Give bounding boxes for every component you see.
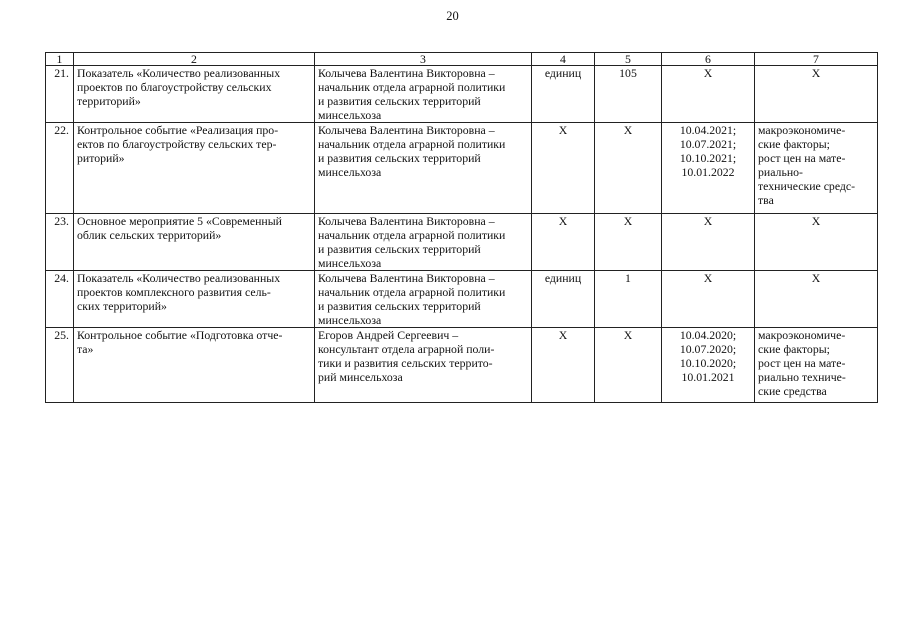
responsible-line: и развития сельских территорий — [318, 94, 481, 108]
factor-line: ские средства — [758, 384, 827, 398]
page-number: 20 — [446, 9, 459, 23]
date-line: X — [703, 66, 713, 80]
factor-line: рост цен на мате- — [758, 151, 846, 165]
item-name-cell — [74, 214, 315, 271]
factor-line: X — [811, 271, 821, 285]
factor-line: X — [811, 214, 821, 228]
dates-cell — [662, 271, 755, 328]
responsible-line: минсельхоза — [318, 313, 382, 327]
responsible-line: рий минсельхоза — [318, 370, 403, 384]
date-line: 10.04.2020; — [679, 328, 737, 342]
value-cell: X — [595, 214, 662, 271]
responsible-line: начальник отдела аграрной политики — [318, 228, 506, 242]
date-line: 10.07.2021; — [679, 137, 737, 151]
responsible-line: и развития сельских территорий — [318, 299, 481, 313]
value-cell: 1 — [595, 271, 662, 328]
item-name-line: Показатель «Количество реализованных — [77, 66, 281, 80]
date-line: 10.04.2021; — [679, 123, 737, 137]
header-cell: 6 — [662, 53, 755, 66]
responsible-line: Егоров Андрей Сергеевич – — [318, 328, 459, 342]
responsible-cell — [315, 214, 532, 271]
date-line: 10.07.2020; — [679, 342, 737, 356]
factor-line: риально техниче- — [758, 370, 846, 384]
table-row — [46, 328, 878, 403]
item-name-cell — [74, 66, 315, 123]
factors-cell — [755, 66, 878, 123]
unit-cell: единиц — [532, 66, 595, 123]
responsible-line: начальник отдела аграрной политики — [318, 80, 506, 94]
plan-table — [45, 52, 878, 403]
responsible-line: начальник отдела аграрной политики — [318, 137, 506, 151]
row-number: 24. — [46, 271, 74, 328]
responsible-line: и развития сельских территорий — [318, 242, 481, 256]
unit-cell: X — [532, 214, 595, 271]
value-cell: 105 — [595, 66, 662, 123]
item-name-line: Основное мероприятие 5 «Современный — [77, 214, 282, 228]
responsible-line: Колычева Валентина Викторовна – — [318, 271, 495, 285]
factor-line: риально- — [758, 165, 803, 179]
header-cell: 4 — [532, 53, 595, 66]
unit-cell: единиц — [532, 271, 595, 328]
item-name-line: Показатель «Количество реализованных — [77, 271, 281, 285]
table-row — [46, 271, 878, 328]
table-row — [46, 66, 878, 123]
item-name-line: проектов комплексного развития сель- — [77, 285, 271, 299]
row-number: 25. — [46, 328, 74, 403]
item-name-cell — [74, 271, 315, 328]
row-number: 21. — [46, 66, 74, 123]
table-row — [46, 214, 878, 271]
item-name-line: проектов по благоустройству сельских — [77, 80, 272, 94]
date-line: 10.01.2021 — [681, 370, 735, 384]
date-line: 10.01.2022 — [681, 165, 735, 179]
factor-line: X — [811, 66, 821, 80]
row-number: 22. — [46, 123, 74, 214]
factor-line: ские факторы; — [758, 137, 830, 151]
responsible-cell — [315, 328, 532, 403]
value-cell: X — [595, 328, 662, 403]
dates-cell — [662, 214, 755, 271]
date-line: X — [703, 271, 713, 285]
responsible-line: тики и развития сельских террито- — [318, 356, 493, 370]
responsible-cell — [315, 271, 532, 328]
date-line: 10.10.2021; — [679, 151, 737, 165]
responsible-line: минсельхоза — [318, 165, 382, 179]
item-name-line: ектов по благоустройству сельских тер- — [77, 137, 277, 151]
item-name-cell — [74, 123, 315, 214]
responsible-line: консультант отдела аграрной поли- — [318, 342, 495, 356]
dates-cell — [662, 123, 755, 214]
unit-cell: X — [532, 123, 595, 214]
responsible-line: начальник отдела аграрной политики — [318, 285, 506, 299]
item-name-line: риторий» — [77, 151, 125, 165]
header-cell: 1 — [46, 53, 74, 66]
table-row — [46, 123, 878, 214]
header-cell: 5 — [595, 53, 662, 66]
unit-cell: X — [532, 328, 595, 403]
header-cell: 3 — [315, 53, 532, 66]
item-name-line: та» — [77, 342, 94, 356]
header-cell: 2 — [74, 53, 315, 66]
factors-cell — [755, 328, 878, 403]
factor-line: ские факторы; — [758, 342, 830, 356]
item-name-line: Контрольное событие «Подготовка отче- — [77, 328, 283, 342]
value-cell: X — [595, 123, 662, 214]
dates-cell — [662, 328, 755, 403]
date-line: 10.10.2020; — [679, 356, 737, 370]
row-number: 23. — [46, 214, 74, 271]
factor-line: тва — [758, 193, 774, 207]
dates-cell — [662, 66, 755, 123]
responsible-cell — [315, 123, 532, 214]
date-line: X — [703, 214, 713, 228]
factor-line: технические средс- — [758, 179, 856, 193]
item-name-line: территорий» — [77, 94, 141, 108]
item-name-line: облик сельских территорий» — [77, 228, 222, 242]
item-name-cell — [74, 328, 315, 403]
factor-line: рост цен на мате- — [758, 356, 846, 370]
factor-line: макроэкономиче- — [758, 328, 846, 342]
header-row — [46, 53, 878, 66]
factors-cell — [755, 123, 878, 214]
factors-cell — [755, 271, 878, 328]
header-cell: 7 — [755, 53, 878, 66]
responsible-cell — [315, 66, 532, 123]
factors-cell — [755, 214, 878, 271]
item-name-line: Контрольное событие «Реализация про- — [77, 123, 279, 137]
factor-line: макроэкономиче- — [758, 123, 846, 137]
item-name-line: ских территорий» — [77, 299, 167, 313]
responsible-line: Колычева Валентина Викторовна – — [318, 123, 495, 137]
responsible-line: минсельхоза — [318, 256, 382, 270]
responsible-line: минсельхоза — [318, 108, 382, 122]
responsible-line: Колычева Валентина Викторовна – — [318, 214, 495, 228]
responsible-line: Колычева Валентина Викторовна – — [318, 66, 495, 80]
responsible-line: и развития сельских территорий — [318, 151, 481, 165]
